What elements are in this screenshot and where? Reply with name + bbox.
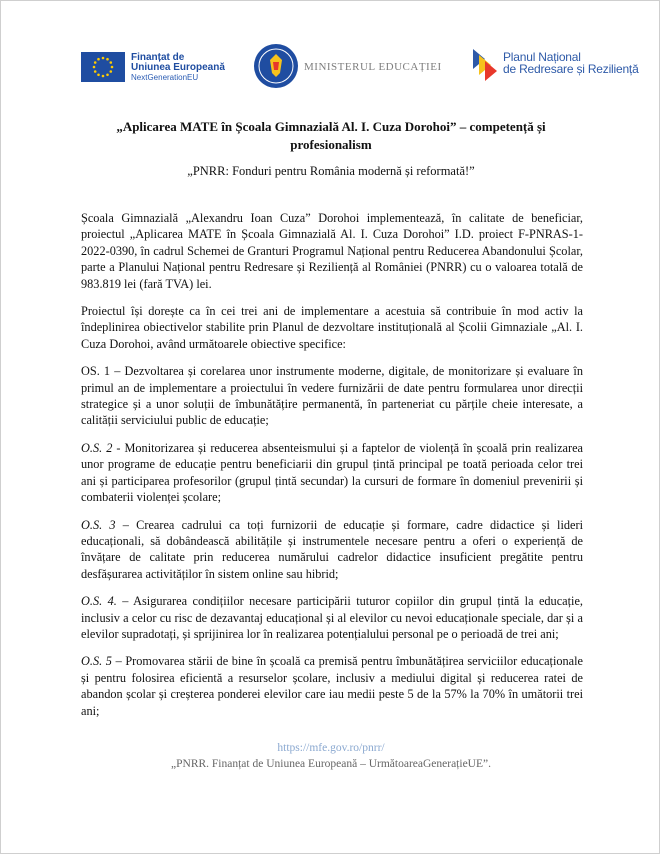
header-logos [1, 41, 660, 93]
pnrr-line-1: Planul Național [503, 50, 581, 64]
objective-os2-text: - Monitorizarea și reducerea absenteismului și a faptelor de violență în școală prin realizarea unor programe de educație pentru beneficiarii din grupul țintă principal pe toată perioada celor trei ani și participarea profesorilor (grupul țintă secundar) la cursuri de formare în domeniul prevenirii și combaterii violenței școlare; [81, 440, 583, 505]
objective-os1 [81, 363, 583, 429]
pnrr-logo-icon [473, 49, 499, 83]
objective-os2 [81, 440, 583, 506]
objective-os5-tag: O.S. 5 [81, 654, 112, 669]
objective-os5-text: – Promovarea stării de bine în școală ca premisă pentru îmbunătățirea serviciilor educaționale și pentru folosirea eficientă a resurselor școlare, inclusiv a mediului digital și reducerea ratei de abandon școlar și creșterea ponderei elevilor care iau medii peste 5 de la 57% la 70% în umătorii trei ani; [81, 654, 584, 718]
objectives-intro-paragraph: Proiectul își dorește ca în cei trei ani de implementare a acestuia să contribuie în mod activ la îndeplinirea obiectivelor stabilite prin Planul de dezvoltare instituțională al Școlii Gimnaziale „Al. I. Cuza Dorohoi, având următoarele obiective specifice: [81, 304, 583, 351]
objective-os2-tag: O.S. 2 [81, 440, 113, 455]
eu-line-3: NextGenerationEU [131, 73, 199, 82]
objective-os3 [81, 517, 583, 583]
objective-os3-tag: O.S. 3 [81, 517, 116, 532]
eu-line-2: Uniunea Europeană [131, 62, 225, 73]
eu-funding-label [131, 53, 225, 83]
ministry-label: MINISTERUL EDUCAȚIEI [304, 61, 442, 73]
objective-os5 [81, 653, 583, 719]
objective-os4-tag: O.S. 4. [81, 594, 117, 609]
objective-os4-text: – Asigurarea condițiilor necesare participării tuturor copiilor din grupul țintă la educație, inclusiv a celor cu risc de dezavantaj educațional și al elevilor cu nevoi educaționale speciale, dar și a elevilor supradotați, și sprijinirea lor în realizarea potențialului personal pe o perioadă de trei ani; [81, 594, 583, 641]
pnrr-line-2: de Redresare și Reziliență [503, 62, 639, 76]
pnrr-website-link[interactable]: https://mfe.gov.ro/pnrr/ [277, 742, 385, 754]
document-subtitle: „PNRR: Fonduri pentru România modernă și reformată!” [187, 164, 475, 178]
objective-os1-tag: OS. 1 [81, 364, 111, 379]
eu-flag-icon [81, 52, 125, 82]
document-body [81, 210, 583, 730]
eu-line-1: Finanțat de [131, 52, 185, 63]
objective-os4 [81, 593, 583, 642]
government-seal-icon [253, 43, 299, 89]
document-title: „Aplicarea MATE în Școala Gimnazială Al. I. Cuza Dorohoi” – competență și profesionalism [116, 119, 546, 152]
objective-os1-text: – Dezvoltarea și corelarea unor instrumente moderne, digitale, de monitorizare și evaluare în primul an de implementare a proiectului în vedere furnizării de date pentru formularea unor direcții strategice și a unor soluții de îmbunătățire permanentă, în parteneriat cu părțile cheie interesate, a calității serviciului public de educație; [81, 364, 583, 428]
intro-paragraph: Școala Gimnazială „Alexandru Ioan Cuza” Dorohoi implementează, în calitate de beneficiar, proiectul „Aplicarea MATE în Școala Gimnazială Al. I. Cuza Dorohoi” I.D. proiect F-PNRAS-1-2022-0390, în cadrul Schemei de Granturi Programul Național pentru Reducerea Abandonului Școlar, parte a Planului Național pentru Redresare și Reziliență al României (PNRR) cu o valoarea totală de 983.819 lei (fară TVA) lei. [81, 211, 583, 291]
footer-text: „PNRR. Finanțat de Uniunea Europeană – UrmătoareaGenerațieUE”. [171, 758, 491, 770]
pnrr-label [503, 51, 639, 75]
objective-os3-text: – Crearea cadrului ca toți furnizorii de educație și formare, cadre didactice și lideri educaționali, să dobândească abilitățile și instrumentele necesare pentru a oferi o experiență de învățare de calitate prin reducerea numărului cadrelor didactice insuficient pregătite pentru desfășurarea activităților în sistem online sau hibrid; [81, 517, 584, 581]
